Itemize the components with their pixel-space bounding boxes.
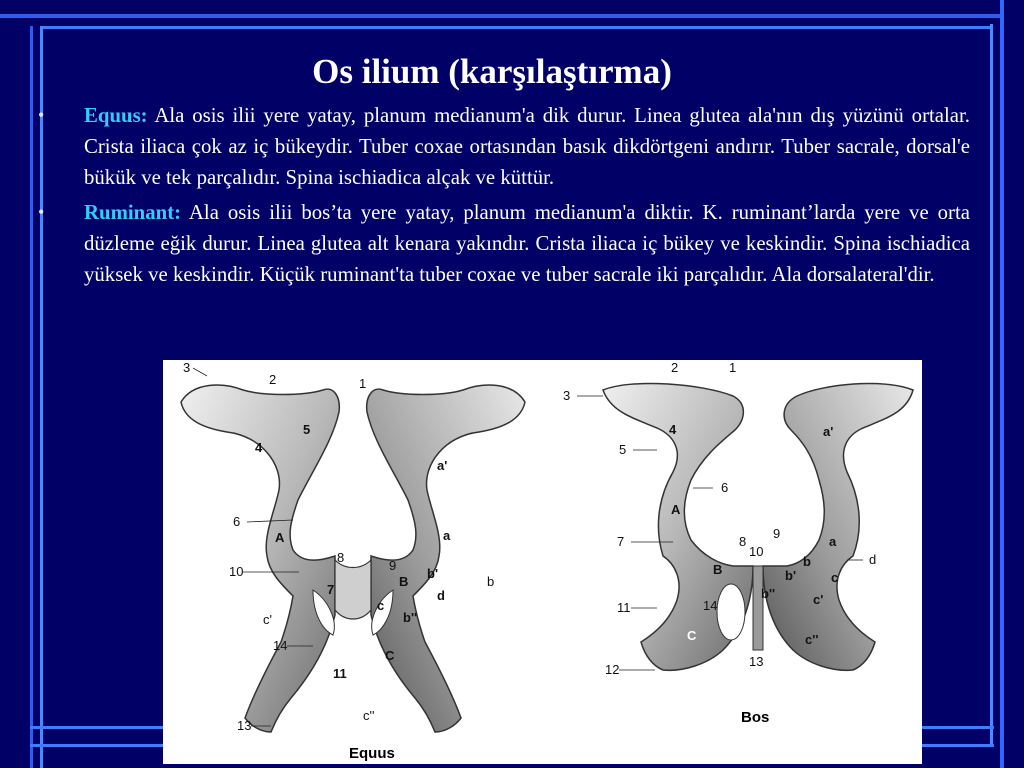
equus-label: 14 <box>273 638 288 653</box>
equus-label: 3 <box>183 360 191 375</box>
bos-label: b <box>803 554 811 569</box>
bos-label: a <box>829 534 837 549</box>
bos-label: 4 <box>669 422 677 437</box>
bos-label: b'' <box>761 586 776 601</box>
bos-label: 8 <box>739 534 747 549</box>
bos-label: 12 <box>605 662 620 677</box>
bullet-equus <box>38 100 970 193</box>
equus-label: C <box>385 648 395 663</box>
bos-caption: Bos <box>741 709 770 726</box>
bottom-border-bar-right <box>922 726 994 729</box>
equus-caption: Equus <box>349 745 395 762</box>
bos-label: B <box>713 562 723 577</box>
equus-label: a' <box>437 458 448 473</box>
bottom-border-bar-inner <box>30 744 163 747</box>
bos-label: 5 <box>619 442 627 457</box>
equus-label: b' <box>427 566 439 581</box>
equus-label: 10 <box>229 564 244 579</box>
equus-label: 6 <box>233 514 241 529</box>
equus-label: c' <box>263 612 272 627</box>
left-border-bar <box>30 26 33 768</box>
equus-label: 4 <box>255 440 263 455</box>
top-border-bar <box>0 14 1004 18</box>
equus-label: b <box>487 574 495 589</box>
bos-label: 2 <box>671 360 679 375</box>
equus-label: A <box>275 530 285 545</box>
bullet-term: Ruminant: <box>84 201 182 224</box>
bos-label: b' <box>785 568 797 583</box>
bullet-marker: • <box>38 105 45 125</box>
bos-label: C <box>687 628 697 643</box>
bos-label: 9 <box>773 526 781 541</box>
bos-label: c <box>831 570 839 585</box>
equus-label: 8 <box>337 550 345 565</box>
equus-label: 2 <box>269 372 277 387</box>
equus-label: d <box>437 588 445 603</box>
slide-title: Os ilium (karşılaştırma) <box>312 52 672 91</box>
bullet-text: Ala osis ilii bos’ta yere yatay, planum medianum'a diktir. K. ruminant’larda yere ve orta düzleme eğik durur. Linea glutea alt kenara yakındır. Crista iliaca iç bükey ve keskindir. Spina ischiadica yüksek ve keskindir. Küçük ruminant'ta tuber coxae ve tuber sacrale iki parçalıdır. Ala dorsalateral'dir. <box>84 201 970 286</box>
bos-label: 6 <box>721 480 729 495</box>
bos-label: 10 <box>749 544 764 559</box>
equus-label: c'' <box>363 708 375 723</box>
equus-label: 11 <box>333 666 347 681</box>
bullet-marker: • <box>38 202 45 222</box>
top-border-bar-inner <box>40 26 990 29</box>
right-border-bar <box>1000 0 1004 768</box>
bos-label: A <box>671 502 681 517</box>
bullet-text: Ala osis ilii yere yatay, planum medianum'a dik durur. Linea glutea ala'nın dış yüzünü ortalar. Crista iliaca çok az iç bükeydir. Tuber coxae ortasından basık dikdörtgeni andırır. Tuber sacrale, dorsal'e bükük ve tek parçalıdır. Spina ischiadica alçak ve küttür. <box>84 104 970 189</box>
equus-label: b'' <box>403 610 418 625</box>
equus-label: 5 <box>303 422 311 437</box>
bos-label: 13 <box>749 654 764 669</box>
bos-label: 3 <box>563 388 571 403</box>
equus-label: 1 <box>359 376 367 391</box>
equus-pelvis-drawing <box>181 385 525 732</box>
pelvis-figure <box>163 360 922 764</box>
bos-pelvis-drawing <box>603 383 913 670</box>
bos-label: 7 <box>617 534 625 549</box>
bottom-border-bar-right-inner <box>922 744 994 747</box>
bos-label: 1 <box>729 360 737 375</box>
equus-label: 9 <box>389 558 397 573</box>
equus-label: c <box>377 598 385 613</box>
bos-label: c'' <box>805 632 819 647</box>
bos-label: c' <box>813 592 824 607</box>
bos-label: a' <box>823 424 834 439</box>
bos-label: d <box>869 552 877 567</box>
bos-label: 11 <box>617 600 631 615</box>
equus-label: a <box>443 528 451 543</box>
bullet-list <box>38 100 970 294</box>
equus-label: 13 <box>237 718 252 733</box>
bullet-term: Equus: <box>84 104 148 127</box>
bos-label: 14 <box>703 598 718 613</box>
bottom-border-bar <box>30 726 163 729</box>
pelvis-illustration <box>163 360 922 764</box>
bullet-ruminant <box>38 197 970 290</box>
equus-label: B <box>399 574 409 589</box>
right-border-bar-inner <box>990 24 993 744</box>
equus-label: 7 <box>327 582 335 597</box>
